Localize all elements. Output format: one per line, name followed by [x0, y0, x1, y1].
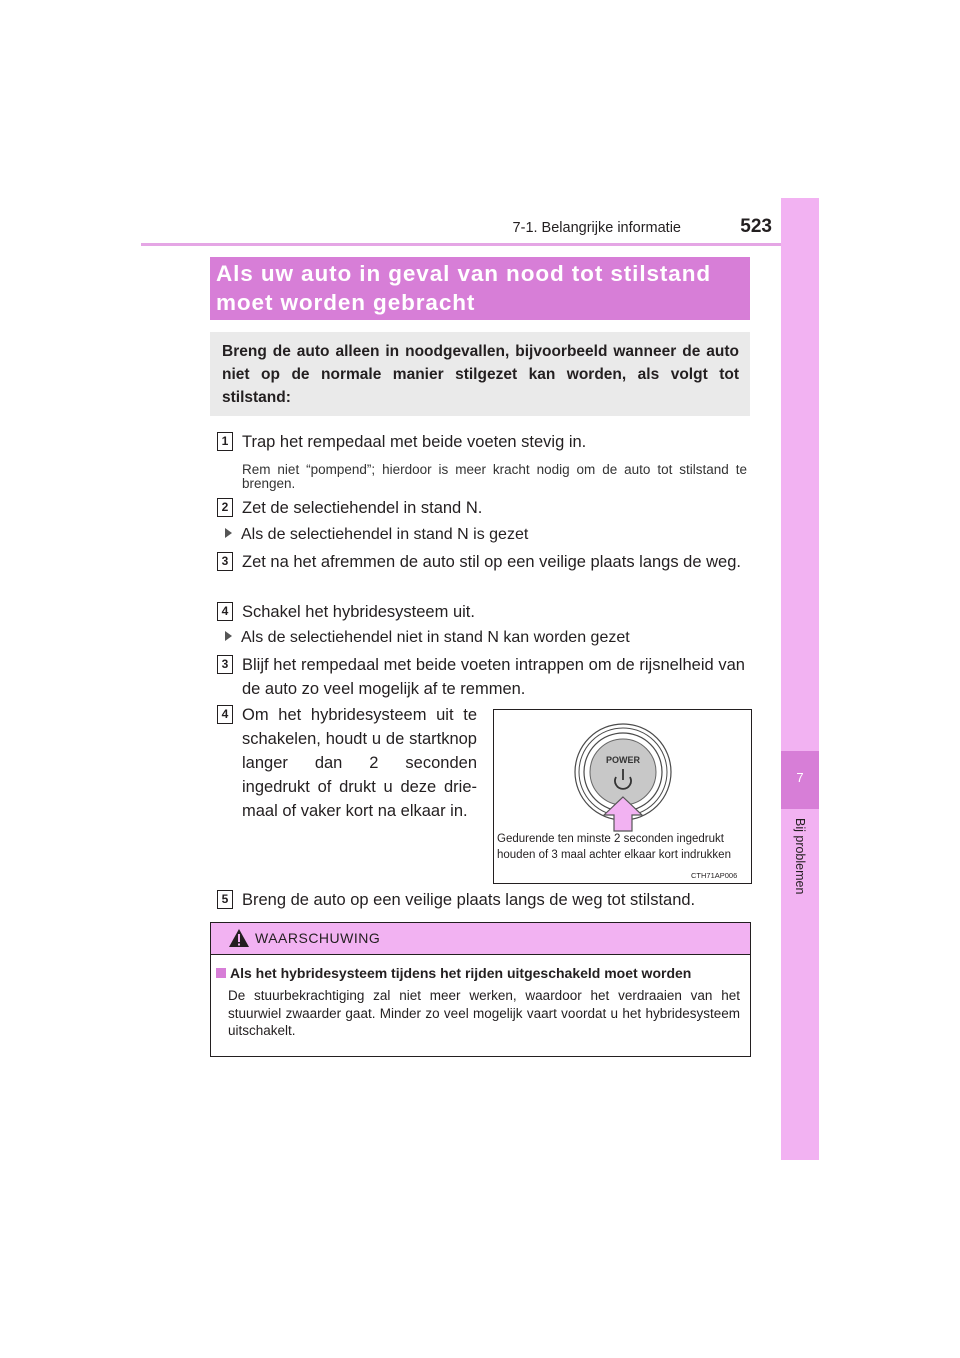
step-4a-text: Schakel het hybridesysteem uit. [242, 603, 475, 621]
figure-code: CTH71AP006 [691, 871, 738, 880]
bullet-triangle-icon [225, 631, 232, 641]
warning-body: De stuurbekrachtiging zal niet meer werken, waardoor het verdraaien van het stuurwiel zwaarder gaat. Minder zo veel mogelijk vaart voordat u het hybridesysteem uitschakelt. [228, 988, 740, 1038]
intro-text: Breng de auto alleen in noodgevallen, bijvoorbeeld wanneer de auto niet op de normale manier stilgezet kan worden, als volgt tot stilstand: [222, 343, 739, 406]
step-number-5: 5 [217, 890, 233, 909]
chapter-number: 7 [796, 770, 804, 785]
header-rule [141, 243, 819, 246]
step-2-text: Zet de selectiehendel in stand N. [242, 499, 483, 517]
step-4b-text: Om het hybridesysteem uit te schakelen, houdt u de startknop langer dan 2 seconden ingedrukt of drukt u deze driemaal of vaker kort na elkaar in. [242, 706, 477, 820]
warning-title: WAARSCHUWING [255, 930, 381, 946]
square-bullet-icon [216, 968, 226, 978]
step-number-3a: 3 [217, 552, 233, 571]
step-5-text: Breng de auto op een veilige plaats langs de weg tot stilstand. [242, 891, 696, 909]
warning-box [210, 922, 751, 1057]
power-label: POWER [605, 755, 641, 765]
power-button-illustration [570, 719, 680, 839]
figure-caption: Gedurende ten minste 2 seconden ingedrukt houden of 3 maal achter elkaar kort indrukken [497, 833, 731, 861]
condition-b-text: Als de selectiehendel niet in stand N kan worden gezet [241, 629, 630, 646]
step-number-4b: 4 [217, 705, 233, 724]
warning-header [211, 923, 750, 955]
step-number-2: 2 [217, 498, 233, 517]
page-number: 523 [740, 216, 772, 237]
step-1-note: Rem niet “pompend”; hierdoor is meer kracht nodig om de auto tot stilstand te brengen. [242, 462, 747, 491]
step-number-1: 1 [217, 432, 233, 451]
condition-a [225, 524, 745, 546]
section-reference: 7-1. Belangrijke informatie [512, 220, 681, 236]
step-3a-text: Zet na het afremmen de auto stil op een veilige plaats langs de weg. [242, 553, 741, 571]
condition-b [225, 627, 745, 649]
chapter-label: Bij problemen [793, 818, 807, 895]
step-number-3b: 3 [217, 655, 233, 674]
section-title: Als uw auto in geval van nood tot stilstand moet worden gebracht [216, 261, 711, 315]
warning-subtitle-text: Als het hybridesysteem tijdens het rijden uitgeschakeld moet worden [230, 965, 692, 981]
chapter-side-tab [781, 198, 819, 1160]
warning-triangle-icon [228, 928, 250, 948]
condition-a-text: Als de selectiehendel in stand N is gezet [241, 526, 529, 543]
power-button-figure [493, 709, 752, 884]
warning-subtitle [216, 965, 691, 981]
step-3b-text: Blijf het rempedaal met beide voeten intrappen om de rijsnelheid van de auto zo veel mogelijk af te remmen. [242, 656, 745, 698]
bullet-triangle-icon [225, 528, 232, 538]
step-1-text: Trap het rempedaal met beide voeten stevig in. [242, 433, 587, 451]
step-number-4a: 4 [217, 602, 233, 621]
